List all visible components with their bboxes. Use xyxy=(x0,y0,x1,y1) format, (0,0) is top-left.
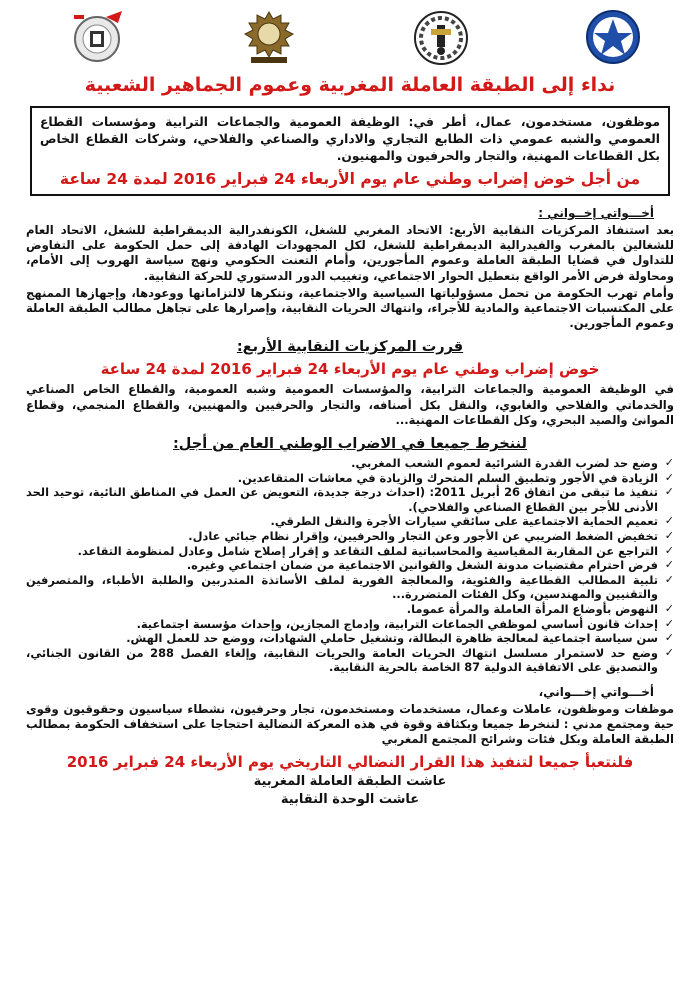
ugtm-logo xyxy=(66,9,128,67)
greeting-first: أخـــواتي إخــواني : xyxy=(538,206,654,220)
demand-item: ✓ تعميم الحماية الاجتماعية على سائقي سيارات الأجرة والنقل الطرقي. xyxy=(270,514,674,529)
paragraph-call: موظفات وموظفون، عاملات وعمال، مستخدمات ومستخدمون، تجار وحرفيون، نشطاء سياسيون وحقوقيون وقوى حية ومجتمع مدني : لننخرط جميعا وبكثافة وقوة في هذه المعركة النضالية احتجاجا على استخفاف الحكومة بمطالب الطبقة العاملة وبكل فئات وشرائح المجتمع المغربي xyxy=(26,701,674,747)
check-icon: ✓ xyxy=(664,572,674,586)
demand-item: ✓ التراجع عن المقاربة المقياسية والمحاسباتية لملف التقاعد و إقرار إصلاح شامل وعادل لمنظومة التقاعد. xyxy=(77,543,674,558)
target-groups-text: موظفون، مستخدمون، عمال، أطر في: الوظيفة العمومية والجماعات الترابية ومؤسسات القطاع العمومي والشبه عمومي ذات الطابع التجاري والاداري والصناعي والفلاحي، وشركات القطاع الخاص بكل القطاعات المهنية، والتجار والحرفيون والمهنيون. xyxy=(40,115,660,163)
demand-item: ✓ وضع حد لاستمرار مسلسل انتهاك الحريات العامة والحريات النقابية، وإلغاء الفصل 288 من القانون الجنائي، والتصديق على الاتفاقية الدولية 87 الخاصة بالحرية النقابية. xyxy=(26,645,674,675)
demands-list xyxy=(26,456,674,675)
paragraph-sectors: في الوظيفة العمومية والجماعات الترابية، والمؤسسات العمومية وشبه العمومية، والقطاع الخاص الصناعي والخدماتي والفلاحي والغابوي، والنقل بكل أصنافه، والتجار والحرفيين والمهنيين، والقطاع المنجمي، وقطاع الموانئ والصيد البحري، وكل القطاعات المهنية... xyxy=(26,382,674,427)
demand-item: ✓ الزيادة في الأجور وتطبيق السلم المتحرك والزيادة في معاشات المتقاعدين. xyxy=(237,470,674,485)
fdt-logo xyxy=(238,9,300,67)
demand-item: ✓ إحداث قانون أساسي لموظفي الجماعات الترابية، وإدماج المجازين، وإحداث مؤسسة اجتماعية. xyxy=(136,616,674,631)
check-icon: ✓ xyxy=(664,631,674,645)
demand-item: ✓ تلبية المطالب القطاعية والفئوية، والمعالجة الفورية لملف الأساتذة المتدربين والطلبة الأطباء، والمتصرفين والتقنيين والمهندسين، وكل الفئات المتضررة... xyxy=(26,572,674,602)
slogan-working-class: عاشت الطبقة العاملة المغربية xyxy=(253,773,447,789)
closing-call: فلنتعبأ جميعا لتنفيذ هذا القرار النضالي التاريخي يوم الأربعاء 24 فبراير 2016 xyxy=(66,752,634,771)
demand-item: ✓ فرض احترام مقتضيات مدونة الشغل والقوانين الاجتماعية من ضمان اجتماعي وغيره. xyxy=(186,558,674,573)
cdt-logo xyxy=(410,9,472,67)
check-icon: ✓ xyxy=(664,485,674,499)
check-icon: ✓ xyxy=(664,616,674,630)
target-groups-box xyxy=(30,106,670,196)
section-decision-heading: قررت المركزيات النقابية الأربع: xyxy=(236,339,464,356)
page-title: نداء إلى الطبقة العاملة المغربية وعموم الجماهير الشعبية xyxy=(84,74,616,96)
decision-text: خوض إضراب وطني عام يوم الأربعاء 24 فبراير 2016 لمدة 24 ساعة xyxy=(100,360,600,379)
paragraph-context: بعد استنفاذ المركزيات النقابية الأربع: الاتحاد المغربي للشغل، الكونفدرالية الديمقراطية للشغل، الاتحاد العام للشغالين بالمغرب والفيدرالية الديمقراطية للشغل، لكل المجهودات الهادفة إلى حمل الحكومة على التفاوض للتداول في قضايا الطبقة العاملة وعموم المأجورين، وأمام التعنت الحكومي ونهج سياسة الهروب إلى الأمام، ومحاولة فرض الأمر الواقع بتعطيل الحوار الاجتماعي، وتغييب الدور الدستوري للحركة النقابية. xyxy=(26,223,674,283)
demand-item: ✓ وضع حد لضرب القدرة الشرائية لعموم الشعب المغربي. xyxy=(351,456,674,471)
paragraph-government: وأمام تهرب الحكومة من تحمل مسؤولياتها السياسية والاجتماعية، وتنكرها لالتزاماتها ووعودها، وإجهازها الممنهج على المكتسبات الاجتماعية والمادية للأجراء، وانتهاك الحريات النقابية، وإصرارها على تجاهل مطالب الطبقة العاملة وعموم المأجورين. xyxy=(26,285,674,331)
greeting-second: أخـــواتي إخـــواني، xyxy=(538,684,654,699)
check-icon: ✓ xyxy=(664,601,674,615)
umt-logo xyxy=(582,9,644,67)
demand-item: ✓ تخفيض الضغط الضريبي عن الأجور وعن التجار والحرفيين، وإقرار نظام جبائي عادل. xyxy=(188,529,674,543)
check-icon: ✓ xyxy=(664,514,674,528)
check-icon: ✓ xyxy=(664,529,674,542)
slogan-union-unity: عاشت الوحدة النقابية xyxy=(280,791,420,807)
box-headline: من أجل خوض إضراب وطني عام يوم الأربعاء 24 فبراير 2016 لمدة 24 ساعة xyxy=(59,170,641,188)
demand-item: ✓ تنفيذ ما تبقى من اتفاق 26 أبريل 2011: (احداث درجة جديدة، التعويض عن العمل في المناطق النائية، توحيد الحد الأدنى للأجر بين القطاع الصناعي والفلاحي). xyxy=(26,485,674,514)
union-logos xyxy=(26,6,674,70)
demand-item: ✓ النهوض بأوضاع المرأة العاملة والمرأة عموما. xyxy=(406,601,674,616)
demand-item: ✓ سن سياسة اجتماعية لمعالجة ظاهرة البطالة، وتشغيل حاملي الشهادات، ووضع حد للعمل الهش. xyxy=(126,631,674,646)
check-icon: ✓ xyxy=(664,470,674,484)
check-icon: ✓ xyxy=(664,558,674,572)
check-icon: ✓ xyxy=(664,645,674,659)
check-icon: ✓ xyxy=(664,456,674,470)
section-demands-heading: لننخرط جميعا في الاضراب الوطني العام من أجل: xyxy=(173,436,527,453)
check-icon: ✓ xyxy=(664,543,674,557)
